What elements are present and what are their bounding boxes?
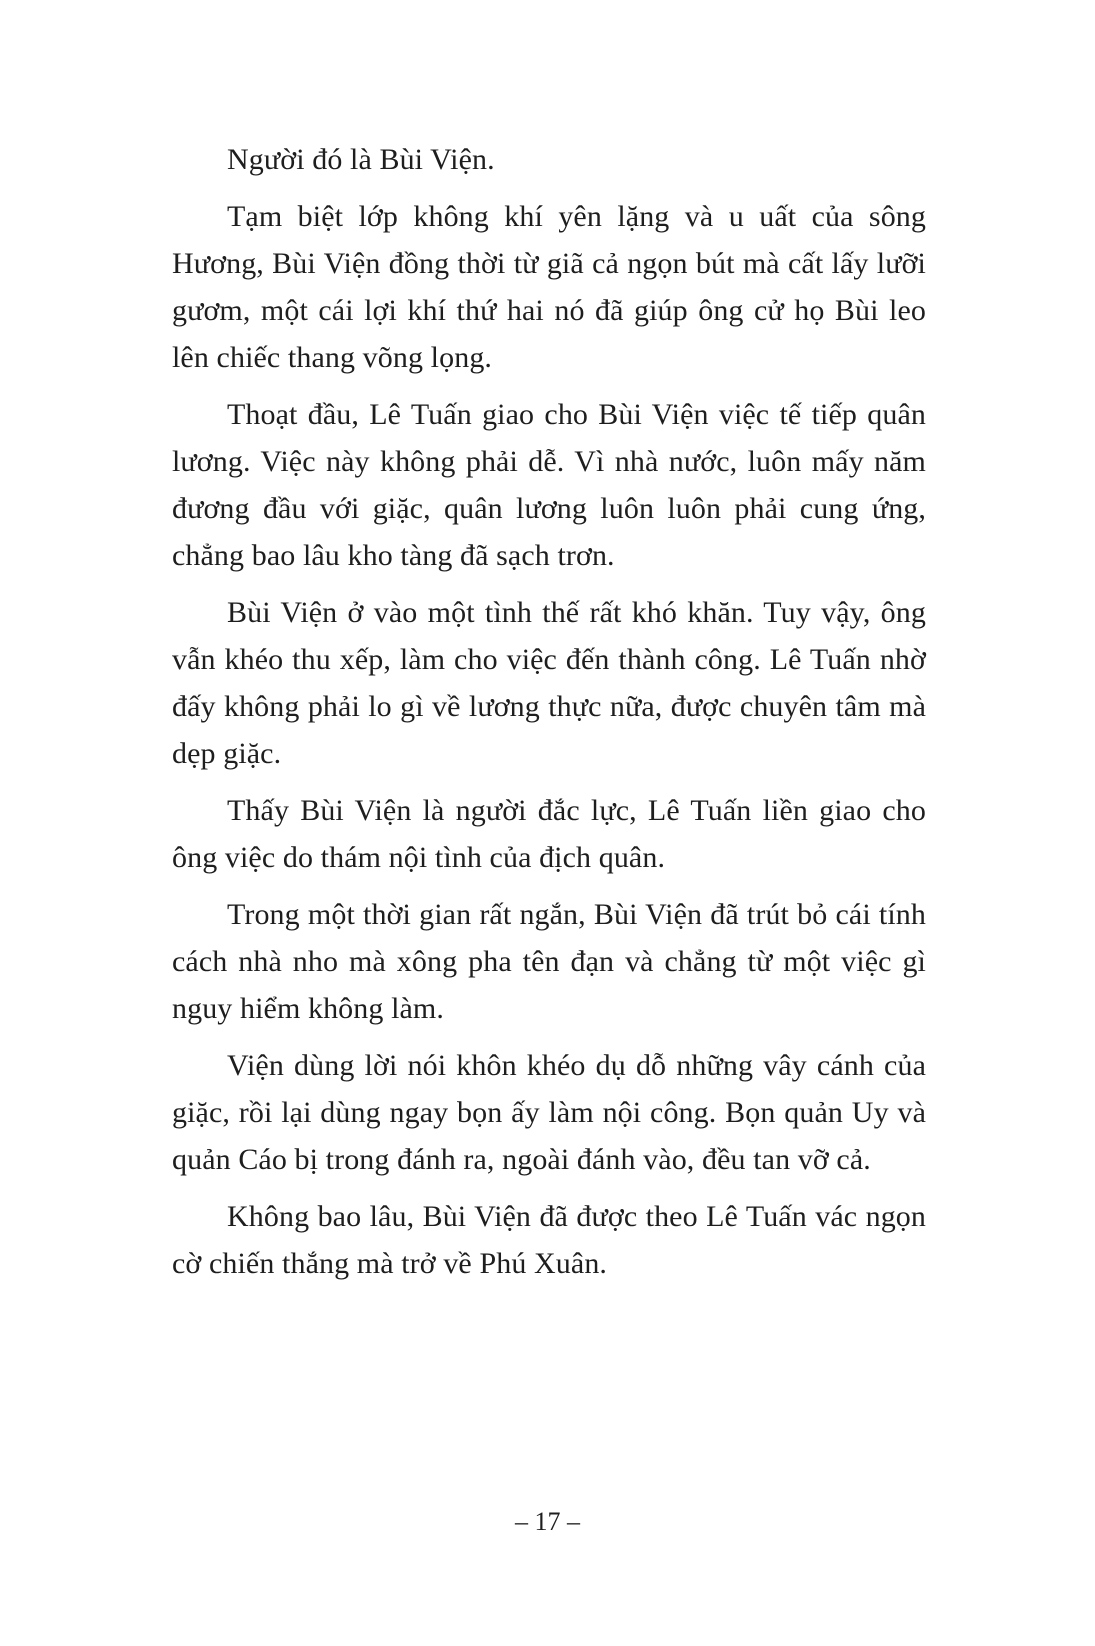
paragraph-3: Thoạt đầu, Lê Tuấn giao cho Bùi Viện việc tế tiếp quân lương. Việc này không phải dễ. Vì nhà nước, luôn mấy năm đương đầu với giặc, quân lương luôn luôn phải cung ứng, chẳng bao lâu kho tàng đã sạch trơn. bbox=[172, 398, 926, 572]
body-text bbox=[172, 136, 926, 1297]
page-number: – 17 – bbox=[515, 1507, 580, 1536]
paragraph-5: Thấy Bùi Viện là người đắc lực, Lê Tuấn liền giao cho ông việc do thám nội tình của địch quân. bbox=[172, 794, 926, 874]
paragraph-7: Viện dùng lời nói khôn khéo dụ dỗ những vây cánh của giặc, rồi lại dùng ngay bọn ấy làm nội công. Bọn quản Uy và quản Cáo bị trong đánh ra, ngoài đánh vào, đều tan vỡ cả. bbox=[172, 1049, 926, 1176]
paragraph-1: Người đó là Bùi Viện. bbox=[227, 143, 495, 176]
paragraph-6: Trong một thời gian rất ngắn, Bùi Viện đã trút bỏ cái tính cách nhà nho mà xông pha tên đạn và chẳng từ một việc gì nguy hiểm không làm. bbox=[172, 898, 926, 1025]
paragraph-4: Bùi Viện ở vào một tình thế rất khó khăn. Tuy vậy, ông vẫn khéo thu xếp, làm cho việc đến thành công. Lê Tuấn nhờ đấy không phải lo gì về lương thực nữa, được chuyên tâm mà dẹp giặc. bbox=[172, 596, 926, 770]
paragraph-8: Không bao lâu, Bùi Viện đã được theo Lê Tuấn vác ngọn cờ chiến thắng mà trở về Phú Xuân. bbox=[172, 1200, 926, 1280]
paragraph-2: Tạm biệt lớp không khí yên lặng và u uất của sông Hương, Bùi Viện đồng thời từ giã cả ngọn bút mà cất lấy lưỡi gươm, một cái lợi khí thứ hai nó đã giúp ông cử họ Bùi leo lên chiếc thang võng lọng. bbox=[172, 200, 926, 374]
